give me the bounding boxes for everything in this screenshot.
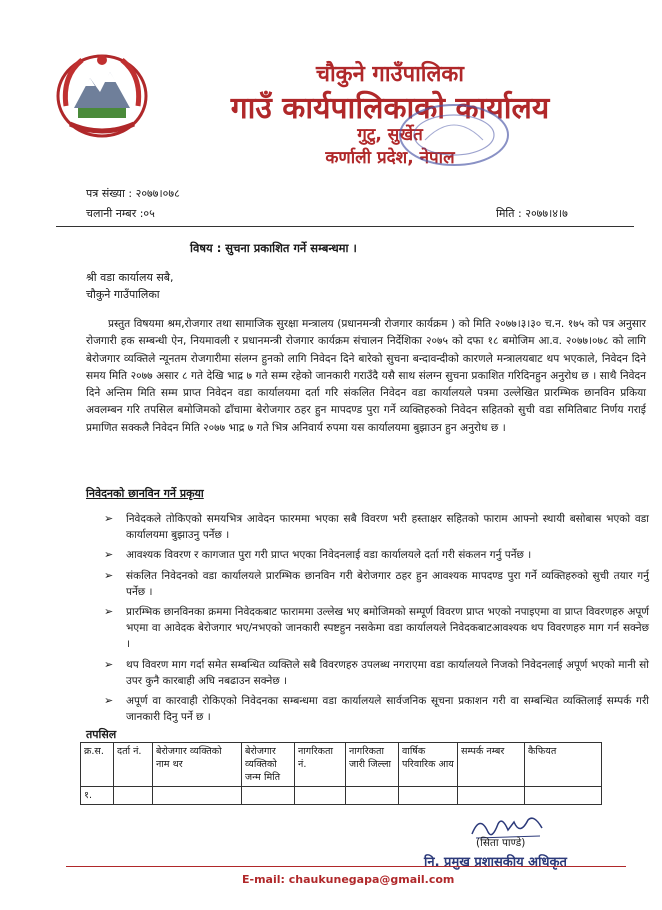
- annex-label: तपसिल: [86, 728, 117, 741]
- signer-name: (सिता पाण्डे): [476, 837, 526, 849]
- footer-divider: [66, 866, 626, 867]
- procedure-text: प्रारम्भिक छानविनका क्रममा निवेदकबाट फाराममा उल्लेख भए बमोजिमको सम्पूर्ण विवरण प्राप्त भएको नपाइएमा वा प्राप्त विवरणहरु अपूर्ण भएमा वा आवेदक बेरोजगार भए/नभएको जानकारी स्पष्टहुन नसकेमा वडा कार्यालयले निवेदकबाटआवश्यक थप विवरणहरु माग गर्न सक्नेछ ।: [126, 606, 649, 651]
- applicant-table: [80, 742, 602, 805]
- table-header-cell: नागरिकता जारी जिल्ला: [346, 743, 399, 787]
- table-header-cell: कैफियत: [525, 743, 602, 787]
- table-header-cell: बेरोजगार व्यक्तिको नाम थर: [153, 743, 242, 787]
- procedure-text: संकलित निवेदनको वडा कार्यालयले प्रारम्भिक छानविन गरी बेरोजगार ठहर हुन आवश्यक मापदण्ड पुरा गर्ने व्यक्तिहरुको सुची तयार गर्नु पर्नेछ ।: [126, 569, 649, 598]
- dispatch-number: चलानी नम्बर :०५: [86, 207, 155, 220]
- municipality-name: चौकुने गाउँपालिका: [316, 62, 464, 87]
- procedure-text: निवेदकले तोकिएको समयभित्र आवेदन फारममा भएका सबै विवरण भरी हस्ताक्षर सहितको फाराम आफ्नो स्थायी बसोबास भएको वडा कार्यालयमा बुझाउनु पर्नेछ ।: [126, 513, 649, 542]
- letter-date: मिति : २०७७।४।७: [496, 207, 568, 220]
- arrow-bullet-icon: ➢: [104, 568, 114, 582]
- procedure-item: [104, 604, 649, 653]
- table-cell: [295, 787, 346, 805]
- arrow-bullet-icon: ➢: [104, 548, 114, 562]
- recipient-line-2: चौकुने गाउँपालिका: [86, 288, 160, 301]
- table-header-cell: बेरोजगार व्यक्तिको जन्म मिति: [242, 743, 295, 787]
- procedure-item: [104, 568, 649, 600]
- procedure-text: थप विवरण माग गर्दा समेत सम्बन्धित व्यक्तिले सबै विवरणहरु उपलब्ध नगराएमा वडा कार्यालयले निजको निवेदनलाई अपूर्ण भएको मानी सो उपर कुनै कारबाही अघि नबढाउन सक्नेछ ।: [126, 658, 649, 687]
- table-cell: [525, 787, 602, 805]
- table-cell: [458, 787, 525, 805]
- office-stamp: [395, 100, 513, 170]
- procedure-item: [104, 547, 649, 563]
- procedure-text: आवश्यक विवरण र कागजात पुरा गरी प्राप्त भएका निवेदनलाई वडा कार्यालयले दर्ता गरी संकलन गर्नु पर्नेछ ।: [126, 549, 532, 562]
- procedure-heading: निवेदनको छानविन गर्ने प्रकृया: [86, 487, 204, 500]
- letter-number: पत्र संख्या : २०७७।०७८: [86, 187, 180, 200]
- office-location: गुटु, सुर्खेत: [357, 125, 423, 145]
- arrow-bullet-icon: ➢: [104, 605, 114, 619]
- table-header-cell: सम्पर्क नम्बर: [458, 743, 525, 787]
- table-row: [81, 787, 602, 805]
- signer-designation: नि. प्रमुख प्रशासकीय अधिकृत: [424, 855, 567, 870]
- arrow-bullet-icon: ➢: [104, 694, 114, 708]
- table-cell: [153, 787, 242, 805]
- header-divider: [56, 226, 634, 227]
- office-province: कर्णाली प्रदेश, नेपाल: [325, 148, 455, 168]
- table-header-cell: दर्ता नं.: [114, 743, 153, 787]
- arrow-bullet-icon: ➢: [104, 657, 114, 671]
- footer-email: E-mail: chaukunegapa@gmail.com: [242, 873, 455, 886]
- table-header-cell: क्र.स.: [81, 743, 114, 787]
- table-cell: १.: [81, 787, 114, 805]
- nepal-emblem-icon: [52, 46, 152, 141]
- procedure-text: अपूर्ण वा कारवाही रोकिएको निवेदनका सम्बन्धमा वडा कार्यालयले सार्वजनिक सूचना प्रकाशन गरी वा सम्बन्धित व्यक्तिलाई सम्पर्क गरी जानकारी दिनु पर्ने छ ।: [126, 695, 649, 724]
- table-cell: [114, 787, 153, 805]
- procedure-item: [104, 693, 649, 725]
- procedure-list: [104, 511, 649, 729]
- procedure-item: [104, 511, 649, 543]
- table-header-cell: नागरिकता नं.: [295, 743, 346, 787]
- arrow-bullet-icon: ➢: [104, 512, 114, 525]
- table-cell: [242, 787, 295, 805]
- table-header-cell: वार्षिक परिवारिक आय: [399, 743, 458, 787]
- office-name: गाउँ कार्यपालिकाको कार्यालय: [230, 91, 550, 126]
- letter-body: प्रस्तुत विषयमा श्रम,रोजगार तथा सामाजिक सुरक्षा मन्त्रालय (प्रधानमन्त्री रोजगार कार्यक्रम ) को मिति २०७७।३।३० च.न. १७५ को पत्र अनुसार रोजगारी हक सम्बन्धी ऐन, नियमावली र प्रधानमन्त्री रोजगार कार्यक्रम संचालन निर्देशिका २०७५ को दफा १८ बमोजिम आ.व. २०७७।०७८ को लागि बेरोजगार व्यक्तिले न्यूनतम रोजगारीमा संलग्न हुनको लागि निवेदन दिने बारेको सुचना बन्दावन्दीको कारणले मन्त्रालयबाट थप भएकाले, निवेदन दिने समय मिति २०७७ असार ८ गते देखि भाद्र ७ गते सम्म रहेको जानकारी गराउँदै यसै साथ संलग्न सुचना प्रकाशित गरिदिनहुन अनुरोध छ । साथै निवेदन दिने अन्तिम मिति सम्म प्राप्त निवेदन वडा कार्यालयमा दर्ता गरि संकलित निवेदन वडा कार्यालयले पत्रमा उल्लेखित प्रारम्भिक छानविन प्रकिया अवलम्बन गरि तपसिल बमोजिमको ढाँचामा बेरोजगार ठहर हुन मापदण्ड पुरा गर्ने व्यक्तिहरुको निवेदन सहितको सुची वडा समितिबाट निर्णय गराई प्रमाणित सक्कलै निवेदन मिति २०७७ भाद्र ७ गते भित्र अनिवार्य रुपमा यस कार्यालयमा बुझाउन हुन अनुरोध छ ।: [86, 318, 646, 434]
- table-header-row: [81, 743, 602, 787]
- table-cell: [399, 787, 458, 805]
- table-cell: [346, 787, 399, 805]
- procedure-item: [104, 657, 649, 689]
- recipient-line-1: श्री वडा कार्यालय सबै,: [86, 271, 174, 284]
- letter-subject: विषय : सुचना प्रकाशित गर्ने सम्बन्धमा ।: [190, 241, 357, 255]
